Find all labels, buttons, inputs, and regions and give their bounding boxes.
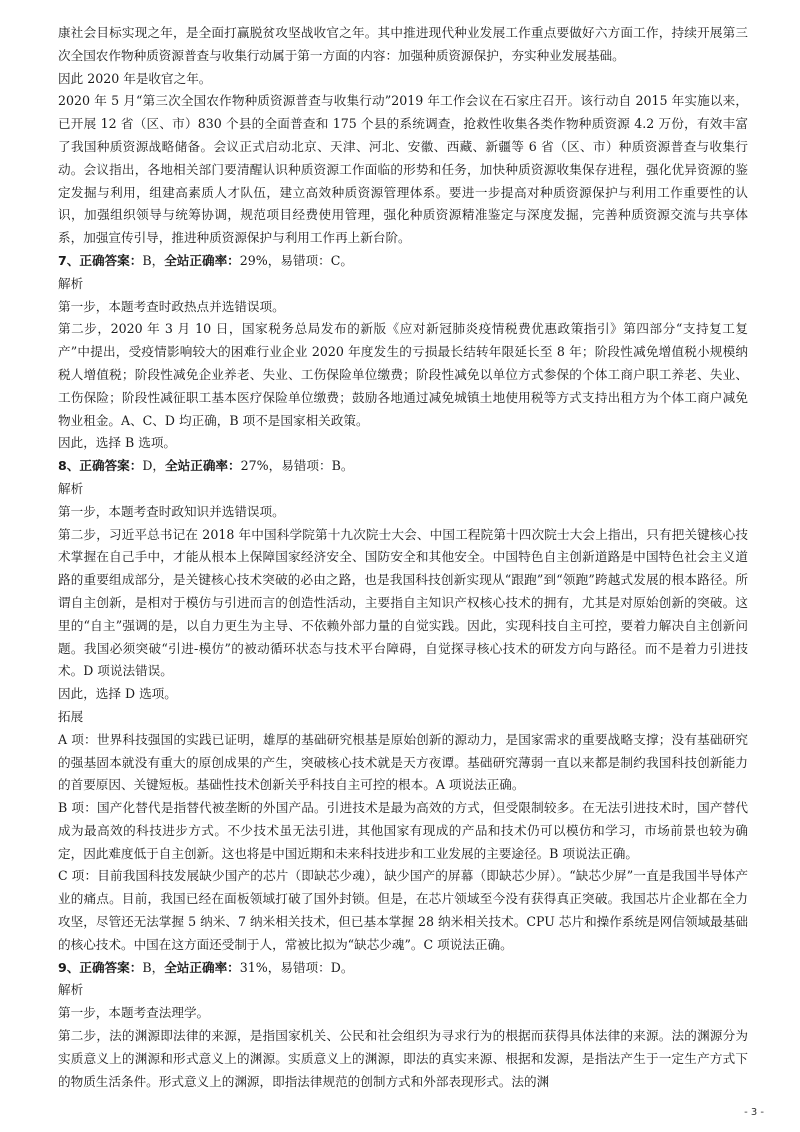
answer-value: D， bbox=[142, 458, 166, 474]
paragraph: 第二步，法的渊源即法律的来源，是指国家机关、公民和社会组织为寻求行为的根据而获得具体法律的来源。法的渊源分为实质意义上的渊源和形式意义上的渊源。实质意义上的渊源，即法的真实来源、根据和发源，是指法产生于一定生产方式下的物质生活条件。形式意义上的渊源，即指法律规范的创制方式和外部表现形式。法的渊 bbox=[58, 1028, 748, 1089]
paragraph: C 项：目前我国科技发展缺少国产的芯片（即缺芯少魂），缺少国产的屏幕（即缺芯少屏）。“缺芯少屏”一直是我国半导体产业的痛点。目前，我国已经在面板领域打破了国外封锁。但是，在芯片领域至今没有获得真正突破。我国芯片企业都在全力攻坚，尽管还无法掌握 5 纳米、7 纳米相关技术，但已基本掌握 28 纳米相关技术。CPU 芯片和操作系统是网信领域最基础的核心技术。中国在这方面还受制于人，常被比拟为“缺芯少魂”。C 项说法正确。 bbox=[58, 868, 748, 952]
analysis-label: 解析 bbox=[58, 275, 84, 291]
paragraph: 因此，选择 D 选项。 bbox=[58, 686, 177, 702]
page-number: - 3 - bbox=[744, 1107, 764, 1118]
paragraph: 2020 年 5 月“第三次全国农作物种质资源普查与收集行动”2019 年工作会议在石家庄召开。该行动自 2015 年实施以来，已开展 12 省（区、市）830 个县的全面普查和 175 个县的系统调查，抢救性收集各类作物种质资源 4.2 万份，有效丰富了我国种质资源战略储备。会议正式启动北京、天津、河北、安徽、西藏、新疆等 6 省（区、市）种质资源普查与收集行动。会议指出，各地相关部门要清醒认识种质资源工作面临的形势和任务，加快种质资源收集保存进程，强化优异资源的鉴定发掘与利用，组建高素质人才队伍，建立高效种质资源管理体系。要进一步提高对种质资源保护与利用工作重要性的认识，加强组织领导与统筹协调，规范项目经费使用管理，强化种质资源精准鉴定与深度发掘，完善种质资源交流与共享体系，加强宣传引导，推进种质资源保护与利用工作再上新台阶。 bbox=[58, 93, 748, 246]
document-page bbox=[58, 22, 748, 1093]
paragraph: 康社会目标实现之年，是全面打赢脱贫攻坚战收官之年。其中推进现代种业发展工作重点要做好六方面工作，持续开展第三次全国农作物种质资源普查与收集行动属于第一方面的内容：加强种质资源保护，夯实种业发展基础。 bbox=[58, 25, 748, 63]
paragraph: A 项：世界科技强国的实践已证明，雄厚的基础研究根基是原始创新的源动力，是国家需求的重要战略支撑；没有基础研究的强基固本就没有重大的原创成果的产生，突破核心技术就是天方夜谭。基础研究薄弱一直以来都是制约我国科技创新能力的首要原因、关键短板。基础性技术创新关乎科技自主可控的根本。A 项说法正确。 bbox=[58, 731, 748, 793]
answer-value: B， bbox=[142, 252, 165, 268]
paragraph: 第二步，2020 年 3 月 10 日，国家税务总局发布的新版《应对新冠肺炎疫情税费优惠政策指引》第四部分“支持复工复产”中提出，受疫情影响较大的困难行业企业 2020 年度发生的亏损最长结转年限延长至 8 年；阶段性减免增值税小规模纳税人增值税；阶段性减免企业养老、失业、工伤保险单位缴费；阶段性减免以单位方式参保的个体工商户职工养老、失业、工伤保险；阶段性减征职工基本医疗保险单位缴费；鼓励各地通过减免城镇土地使用税等方式支持出租方为个体工商户减免物业租金。A、C、D 均正确，B 项不是国家相关政策。 bbox=[58, 321, 748, 428]
paragraph: B 项：国产化替代是指替代被垄断的外国产品。引进技术是最为高效的方式，但受限制较多。在无法引进技术时，国产替代成为最高效的科技进步方式。不少技术虽无法引进，其他国家有现成的产品和技术仍可以模仿和学习，市场前景也较为确定，因此难度低于自主创新。这也将是中国近期和未来科技进步和工业发展的主要途径。B 项说法正确。 bbox=[58, 800, 748, 861]
rate-label: 全站正确率： bbox=[164, 252, 240, 268]
paragraph: 因此，选择 B 选项。 bbox=[58, 435, 177, 451]
paragraph: 第二步，习近平总书记在 2018 年中国科学院第十九次院士大会、中国工程院第十四次院士大会上指出，只有把关键核心技术掌握在自己手中，才能从根本上保障国家经济安全、国防安全和其他安全。中国特色自主创新道路是中国特色社会主义道路的重要组成部分，是关键核心技术突破的必由之路，也是我国科技创新实现从“跟跑”到“领跑”跨越式发展的根本路径。所谓自主创新，是相对于模仿与引进而言的创造性活动，主要指自主知识产权核心技术的拥有，尤其是对原始创新的突破。这里的“自主”强调的是，以自力更生为主导、不依赖外部力量的自觉实践。因此，实现科技自主可控，要着力解决自主创新问题。我国必须突破“引进-模仿”的被动循环状态与技术平台障碍，自觉探寻核心技术的研发方向与路径。而不是着力引进技术。D 项说法错误。 bbox=[58, 526, 748, 679]
paragraph: 第一步，本题考查时政知识并选错误项。 bbox=[58, 503, 285, 519]
paragraph: 第一步，本题考查时政热点并选错误项。 bbox=[58, 298, 285, 314]
question-9-answer-line bbox=[58, 957, 748, 980]
rate-value: 31%， bbox=[239, 959, 281, 975]
paragraph: 第一步，本题考查法理学。 bbox=[58, 1005, 210, 1021]
question-7-answer-line bbox=[58, 250, 748, 273]
rate-value: 27%， bbox=[240, 458, 282, 474]
wrong-option: 易错项：C。 bbox=[280, 252, 353, 268]
analysis-label: 解析 bbox=[58, 982, 84, 998]
answer-value: B， bbox=[142, 959, 165, 975]
answer-prefix: 7、正确答案： bbox=[58, 252, 143, 268]
rate-label: 全站正确率： bbox=[165, 458, 241, 474]
question-8-answer-line bbox=[58, 455, 748, 478]
extension-label: 拓展 bbox=[58, 708, 84, 724]
paragraph: 因此 2020 年是收官之年。 bbox=[58, 70, 212, 86]
wrong-option: 易错项：D。 bbox=[280, 959, 354, 975]
rate-value: 29%， bbox=[239, 252, 281, 268]
wrong-option: 易错项：B。 bbox=[281, 458, 354, 474]
answer-prefix: 8、正确答案： bbox=[58, 458, 143, 474]
rate-label: 全站正确率： bbox=[164, 959, 240, 975]
answer-prefix: 9、正确答案： bbox=[58, 959, 143, 975]
analysis-label: 解析 bbox=[58, 480, 84, 496]
